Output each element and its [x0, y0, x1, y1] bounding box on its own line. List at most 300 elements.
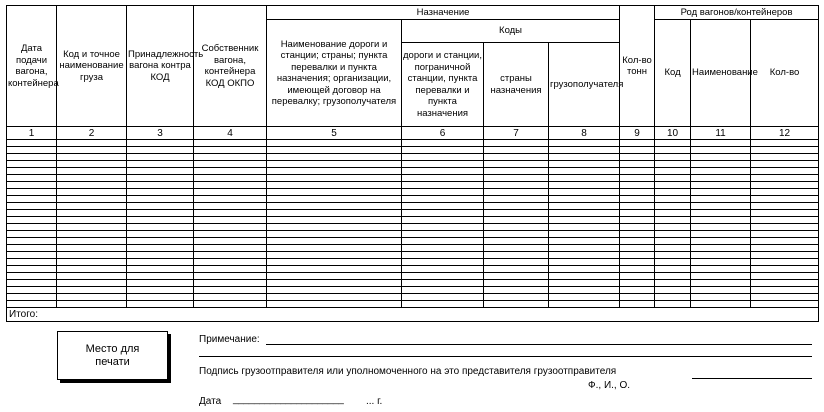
table-cell[interactable] — [620, 196, 655, 203]
table-cell[interactable] — [751, 231, 819, 238]
table-cell[interactable] — [7, 182, 57, 189]
table-cell[interactable] — [57, 189, 127, 196]
table-cell[interactable] — [549, 154, 620, 161]
table-cell[interactable] — [267, 182, 402, 189]
table-cell[interactable] — [691, 238, 751, 245]
table-cell[interactable] — [655, 273, 691, 280]
table-cell[interactable] — [7, 266, 57, 273]
table-cell[interactable] — [7, 224, 57, 231]
table-cell[interactable] — [402, 161, 484, 168]
table-cell[interactable] — [691, 266, 751, 273]
table-cell[interactable] — [267, 175, 402, 182]
table-cell[interactable] — [127, 273, 194, 280]
table-cell[interactable] — [127, 210, 194, 217]
table-cell[interactable] — [194, 189, 267, 196]
table-cell[interactable] — [267, 259, 402, 266]
table-cell[interactable] — [57, 154, 127, 161]
table-cell[interactable] — [7, 154, 57, 161]
table-cell[interactable] — [620, 168, 655, 175]
table-cell[interactable] — [57, 210, 127, 217]
table-cell[interactable] — [691, 280, 751, 287]
table-cell[interactable] — [194, 217, 267, 224]
table-cell[interactable] — [402, 259, 484, 266]
table-cell[interactable] — [57, 273, 127, 280]
table-cell[interactable] — [620, 182, 655, 189]
table-cell[interactable] — [691, 245, 751, 252]
table-cell[interactable] — [7, 168, 57, 175]
table-cell[interactable] — [484, 140, 549, 147]
table-cell[interactable] — [267, 203, 402, 210]
table-cell[interactable] — [751, 287, 819, 294]
table-cell[interactable] — [655, 161, 691, 168]
table-cell[interactable] — [751, 175, 819, 182]
header-date: Дата подачи вагона, контейнера — [7, 6, 57, 127]
table-cell[interactable] — [194, 168, 267, 175]
table-cell[interactable] — [620, 259, 655, 266]
table-cell[interactable] — [7, 189, 57, 196]
signature-line[interactable] — [692, 378, 812, 379]
table-cell[interactable] — [127, 189, 194, 196]
table-cell[interactable] — [402, 140, 484, 147]
table-cell[interactable] — [655, 238, 691, 245]
table-cell[interactable] — [620, 280, 655, 287]
table-cell[interactable] — [549, 238, 620, 245]
table-cell[interactable] — [691, 182, 751, 189]
table-cell[interactable] — [751, 238, 819, 245]
table-cell[interactable] — [57, 238, 127, 245]
table-cell[interactable] — [751, 280, 819, 287]
table-cell[interactable] — [655, 168, 691, 175]
table-cell[interactable] — [655, 224, 691, 231]
note-line-2[interactable] — [199, 356, 812, 357]
table-cell[interactable] — [691, 210, 751, 217]
date-blank[interactable]: _____________________ — [233, 394, 344, 405]
table-cell[interactable] — [7, 301, 57, 308]
table-cell[interactable] — [267, 252, 402, 259]
table-cell[interactable] — [691, 189, 751, 196]
table-cell[interactable] — [655, 280, 691, 287]
table-cell[interactable] — [194, 238, 267, 245]
table-cell[interactable] — [549, 217, 620, 224]
table-cell[interactable] — [57, 175, 127, 182]
table-cell[interactable] — [402, 168, 484, 175]
table-cell[interactable] — [484, 245, 549, 252]
table-cell[interactable] — [194, 266, 267, 273]
table-row — [7, 175, 819, 182]
table-cell[interactable] — [194, 287, 267, 294]
table-cell[interactable] — [127, 196, 194, 203]
table-cell[interactable] — [751, 259, 819, 266]
table-cell[interactable] — [691, 217, 751, 224]
table-cell[interactable] — [57, 196, 127, 203]
table-cell[interactable] — [751, 140, 819, 147]
table-cell[interactable] — [7, 280, 57, 287]
table-cell[interactable] — [267, 294, 402, 301]
table-cell[interactable] — [194, 161, 267, 168]
table-cell[interactable] — [402, 224, 484, 231]
table-cell[interactable] — [549, 203, 620, 210]
table-cell[interactable] — [402, 196, 484, 203]
column-number: 6 — [402, 127, 484, 140]
table-cell[interactable] — [751, 147, 819, 154]
table-cell[interactable] — [194, 140, 267, 147]
table-cell[interactable] — [127, 168, 194, 175]
table-cell[interactable] — [267, 245, 402, 252]
table-cell[interactable] — [127, 266, 194, 273]
table-cell[interactable] — [549, 231, 620, 238]
table-cell[interactable] — [484, 238, 549, 245]
table-cell[interactable] — [57, 252, 127, 259]
table-cell[interactable] — [655, 245, 691, 252]
table-cell[interactable] — [484, 182, 549, 189]
table-cell[interactable] — [620, 245, 655, 252]
table-cell[interactable] — [620, 140, 655, 147]
table-cell[interactable] — [7, 252, 57, 259]
table-cell[interactable] — [267, 147, 402, 154]
table-cell[interactable] — [751, 196, 819, 203]
table-cell[interactable] — [549, 161, 620, 168]
table-cell[interactable] — [691, 168, 751, 175]
table-cell[interactable] — [751, 266, 819, 273]
table-cell[interactable] — [655, 217, 691, 224]
table-cell[interactable] — [194, 154, 267, 161]
table-cell[interactable] — [655, 259, 691, 266]
table-cell[interactable] — [7, 140, 57, 147]
header-owner: Собственник вагона, контейнера КОД ОКПО — [194, 6, 267, 127]
table-cell[interactable] — [691, 231, 751, 238]
table-cell[interactable] — [127, 154, 194, 161]
table-cell[interactable] — [549, 168, 620, 175]
table-cell[interactable] — [402, 203, 484, 210]
table-cell[interactable] — [620, 231, 655, 238]
table-cell[interactable] — [57, 245, 127, 252]
table-cell[interactable] — [194, 182, 267, 189]
table-cell[interactable] — [549, 210, 620, 217]
table-cell[interactable] — [7, 196, 57, 203]
table-cell[interactable] — [691, 252, 751, 259]
table-cell[interactable] — [620, 210, 655, 217]
table-cell[interactable] — [267, 168, 402, 175]
table-cell[interactable] — [484, 287, 549, 294]
table-cell[interactable] — [7, 245, 57, 252]
table-cell[interactable] — [691, 140, 751, 147]
table-cell[interactable] — [57, 266, 127, 273]
table-cell[interactable] — [620, 224, 655, 231]
table-cell[interactable] — [484, 147, 549, 154]
table-cell[interactable] — [549, 301, 620, 308]
table-cell[interactable] — [57, 301, 127, 308]
table-cell[interactable] — [620, 301, 655, 308]
table-cell[interactable] — [620, 252, 655, 259]
table-cell[interactable] — [549, 252, 620, 259]
column-number: 2 — [57, 127, 127, 140]
table-cell[interactable] — [267, 280, 402, 287]
table-cell[interactable] — [7, 294, 57, 301]
table-cell[interactable] — [127, 217, 194, 224]
table-cell[interactable] — [57, 182, 127, 189]
table-cell[interactable] — [549, 287, 620, 294]
table-cell[interactable] — [484, 196, 549, 203]
table-cell[interactable] — [691, 147, 751, 154]
table-cell[interactable] — [127, 287, 194, 294]
table-cell[interactable] — [655, 231, 691, 238]
table-cell[interactable] — [655, 196, 691, 203]
table-cell[interactable] — [691, 224, 751, 231]
table-cell[interactable] — [127, 224, 194, 231]
table-cell[interactable] — [484, 175, 549, 182]
table-cell[interactable] — [751, 294, 819, 301]
table-cell[interactable] — [620, 273, 655, 280]
table-cell[interactable] — [484, 280, 549, 287]
table-cell[interactable] — [691, 196, 751, 203]
table-cell[interactable] — [194, 147, 267, 154]
table-cell[interactable] — [7, 217, 57, 224]
table-cell[interactable] — [402, 252, 484, 259]
table-cell[interactable] — [751, 210, 819, 217]
table-cell[interactable] — [751, 224, 819, 231]
table-cell[interactable] — [194, 252, 267, 259]
table-cell[interactable] — [484, 266, 549, 273]
table-cell[interactable] — [127, 280, 194, 287]
table-cell[interactable] — [402, 266, 484, 273]
table-row — [7, 147, 819, 154]
table-cell[interactable] — [691, 203, 751, 210]
table-cell[interactable] — [751, 273, 819, 280]
table-cell[interactable] — [267, 266, 402, 273]
table-cell[interactable] — [751, 161, 819, 168]
table-cell[interactable] — [194, 245, 267, 252]
table-cell[interactable] — [549, 224, 620, 231]
table-cell[interactable] — [402, 238, 484, 245]
table-cell[interactable] — [620, 189, 655, 196]
table-cell[interactable] — [484, 168, 549, 175]
table-cell[interactable] — [751, 154, 819, 161]
table-cell[interactable] — [402, 273, 484, 280]
table-cell[interactable] — [549, 280, 620, 287]
table-cell[interactable] — [691, 273, 751, 280]
table-cell[interactable] — [127, 182, 194, 189]
table-cell[interactable] — [194, 259, 267, 266]
table-cell[interactable] — [267, 217, 402, 224]
table-cell[interactable] — [402, 182, 484, 189]
table-cell[interactable] — [402, 231, 484, 238]
table-cell[interactable] — [484, 217, 549, 224]
table-cell[interactable] — [127, 238, 194, 245]
table-cell[interactable] — [484, 273, 549, 280]
table-cell[interactable] — [549, 175, 620, 182]
table-cell[interactable] — [7, 238, 57, 245]
table-cell[interactable] — [267, 189, 402, 196]
table-cell[interactable] — [402, 280, 484, 287]
table-cell[interactable] — [267, 231, 402, 238]
table-cell[interactable] — [402, 287, 484, 294]
table-cell[interactable] — [127, 161, 194, 168]
table-cell[interactable] — [620, 287, 655, 294]
table-cell[interactable] — [751, 189, 819, 196]
table-cell[interactable] — [7, 175, 57, 182]
table-cell[interactable] — [655, 287, 691, 294]
table-cell[interactable] — [655, 252, 691, 259]
table-cell[interactable] — [402, 301, 484, 308]
table-cell[interactable] — [484, 154, 549, 161]
table-cell[interactable] — [267, 161, 402, 168]
table-cell[interactable] — [194, 203, 267, 210]
table-cell[interactable] — [402, 245, 484, 252]
table-cell[interactable] — [194, 210, 267, 217]
table-cell[interactable] — [267, 196, 402, 203]
table-cell[interactable] — [484, 189, 549, 196]
table-cell[interactable] — [127, 140, 194, 147]
table-cell[interactable] — [267, 210, 402, 217]
table-cell[interactable] — [549, 140, 620, 147]
table-cell[interactable] — [7, 231, 57, 238]
table-cell[interactable] — [549, 273, 620, 280]
table-cell[interactable] — [751, 203, 819, 210]
table-cell[interactable] — [549, 245, 620, 252]
table-cell[interactable] — [194, 175, 267, 182]
table-cell[interactable] — [57, 147, 127, 154]
table-cell[interactable] — [127, 203, 194, 210]
table-cell[interactable] — [7, 210, 57, 217]
table-cell[interactable] — [7, 273, 57, 280]
table-cell[interactable] — [549, 294, 620, 301]
table-cell[interactable] — [402, 210, 484, 217]
table-cell[interactable] — [7, 147, 57, 154]
table-cell[interactable] — [402, 175, 484, 182]
table-cell[interactable] — [484, 210, 549, 217]
table-cell[interactable] — [655, 203, 691, 210]
table-cell[interactable] — [127, 259, 194, 266]
table-cell[interactable] — [691, 259, 751, 266]
table-cell[interactable] — [620, 154, 655, 161]
table-cell[interactable] — [620, 266, 655, 273]
table-cell[interactable] — [655, 154, 691, 161]
table-cell[interactable] — [484, 231, 549, 238]
table-cell[interactable] — [655, 294, 691, 301]
table-cell[interactable] — [194, 301, 267, 308]
table-cell[interactable] — [620, 238, 655, 245]
table-cell[interactable] — [402, 217, 484, 224]
table-cell[interactable] — [691, 161, 751, 168]
table-cell[interactable] — [57, 203, 127, 210]
table-cell[interactable] — [751, 217, 819, 224]
table-cell[interactable] — [655, 210, 691, 217]
table-cell[interactable] — [267, 238, 402, 245]
table-cell[interactable] — [620, 175, 655, 182]
table-cell[interactable] — [751, 252, 819, 259]
table-cell[interactable] — [655, 301, 691, 308]
table-cell[interactable] — [549, 189, 620, 196]
note-line[interactable] — [266, 344, 812, 345]
table-row — [7, 140, 819, 147]
table-cell[interactable] — [57, 280, 127, 287]
table-cell[interactable] — [267, 154, 402, 161]
table-cell[interactable] — [7, 287, 57, 294]
table-cell[interactable] — [57, 259, 127, 266]
table-cell[interactable] — [655, 140, 691, 147]
table-cell[interactable] — [127, 252, 194, 259]
table-cell[interactable] — [655, 175, 691, 182]
table-cell[interactable] — [620, 161, 655, 168]
table-cell[interactable] — [57, 168, 127, 175]
table-cell[interactable] — [267, 140, 402, 147]
table-cell[interactable] — [7, 259, 57, 266]
table-cell[interactable] — [57, 287, 127, 294]
table-cell[interactable] — [620, 147, 655, 154]
table-row — [7, 238, 819, 245]
table-cell[interactable] — [267, 224, 402, 231]
table-cell[interactable] — [751, 182, 819, 189]
table-cell[interactable] — [691, 294, 751, 301]
table-cell[interactable] — [484, 161, 549, 168]
table-cell[interactable] — [402, 294, 484, 301]
table-cell[interactable] — [7, 161, 57, 168]
table-cell[interactable] — [620, 203, 655, 210]
table-cell[interactable] — [127, 231, 194, 238]
table-cell[interactable] — [57, 224, 127, 231]
table-cell[interactable] — [194, 196, 267, 203]
table-cell[interactable] — [620, 294, 655, 301]
table-cell[interactable] — [267, 301, 402, 308]
table-cell[interactable] — [194, 273, 267, 280]
table-cell[interactable] — [484, 259, 549, 266]
table-cell[interactable] — [655, 266, 691, 273]
table-cell[interactable] — [751, 301, 819, 308]
table-cell[interactable] — [655, 147, 691, 154]
table-cell[interactable] — [57, 231, 127, 238]
table-cell[interactable] — [549, 266, 620, 273]
table-cell[interactable] — [194, 224, 267, 231]
table-cell[interactable] — [127, 294, 194, 301]
table-cell[interactable] — [691, 175, 751, 182]
table-cell[interactable] — [549, 259, 620, 266]
table-cell[interactable] — [127, 301, 194, 308]
table-cell[interactable] — [7, 203, 57, 210]
table-cell[interactable] — [751, 245, 819, 252]
table-cell[interactable] — [691, 287, 751, 294]
table-cell[interactable] — [194, 231, 267, 238]
table-cell[interactable] — [127, 245, 194, 252]
table-cell[interactable] — [127, 175, 194, 182]
table-cell[interactable] — [267, 287, 402, 294]
table-cell[interactable] — [57, 217, 127, 224]
table-cell[interactable] — [484, 203, 549, 210]
table-cell[interactable] — [691, 154, 751, 161]
table-cell[interactable] — [549, 182, 620, 189]
table-cell[interactable] — [402, 154, 484, 161]
table-cell[interactable] — [549, 147, 620, 154]
table-cell[interactable] — [127, 147, 194, 154]
table-cell[interactable] — [402, 147, 484, 154]
table-cell[interactable] — [484, 224, 549, 231]
table-cell[interactable] — [751, 168, 819, 175]
table-cell[interactable] — [267, 273, 402, 280]
table-cell[interactable] — [549, 196, 620, 203]
table-cell[interactable] — [57, 294, 127, 301]
table-cell[interactable] — [655, 189, 691, 196]
table-cell[interactable] — [57, 140, 127, 147]
table-cell[interactable] — [655, 182, 691, 189]
table-cell[interactable] — [484, 252, 549, 259]
table-cell[interactable] — [194, 280, 267, 287]
table-cell[interactable] — [691, 301, 751, 308]
table-cell[interactable] — [57, 161, 127, 168]
table-cell[interactable] — [484, 301, 549, 308]
table-cell[interactable] — [620, 217, 655, 224]
table-cell[interactable] — [402, 189, 484, 196]
table-cell[interactable] — [484, 294, 549, 301]
table-cell[interactable] — [194, 294, 267, 301]
